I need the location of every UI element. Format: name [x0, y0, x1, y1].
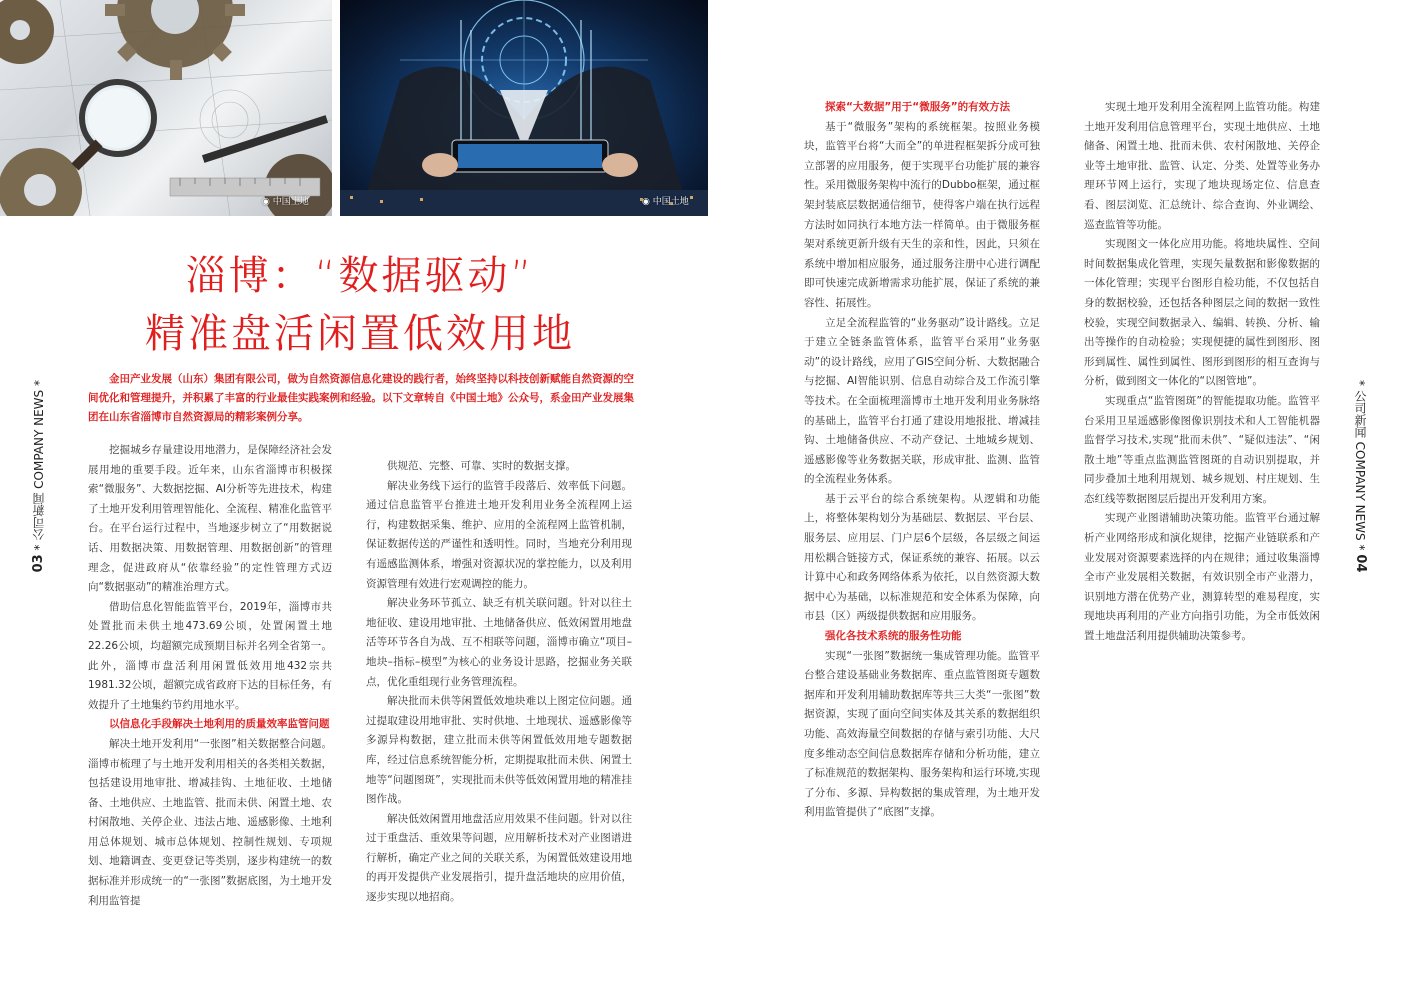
article-column-2 [366, 457, 632, 908]
article-column-4 [1084, 98, 1320, 647]
gears-illustration [0, 0, 332, 216]
folio-star-right-end: * [1353, 544, 1367, 551]
article-column-1 [88, 441, 332, 911]
intro-paragraph: 金田产业发展（山东）集团有限公司，做为自然资源信息化建设的践行者，始终坚持以科技创新赋能自然资源的空间优化和管理提升，并积累了丰富的行业最佳实践案例和经验。以下文章转自《中国土地》公众号，系金田产业发展集团在山东省淄博市自然资源局的精彩案例分享。 [88, 373, 634, 423]
photo-credit-right: ◉ 中国土地 [642, 197, 689, 207]
body-paragraph: 实现土地开发利用全流程网上监管功能。构建土地开发利用信息管理平台，实现土地供应、土地储备、闲置土地、批而未供、农村闲散地、关停企业等土地审批、监管、认定、分类、处置等业务办理环节网上运行，实现了地块现场定位、信息查看、图层浏览、汇总统计、综合查询、外业调绘、巡查监管等功能。 [1084, 101, 1320, 231]
body-paragraph: 挖掘城乡存量建设用地潜力，是保障经济社会发展用地的重要手段。近年来，山东省淄博市积极探索“微服务”、大数据挖掘、AI分析等先进技术，构建了土地开发利用管理智能化、全流程、精准化监管平台。在平台运行过程中，当地逐步树立了“用数据说话、用数据决策、用数据管理、用数据创新”的管理理念，促进政府从“依靠经验”的定性管理方式迈向“数据驱动”的精准治理方式。 [88, 444, 332, 594]
section-heading: 强化各技术系统的服务性功能 [825, 630, 962, 643]
headline-line2: 精准盘活闲置低效用地 [145, 311, 575, 357]
folio-label-left: 公司新闻 COMPANY NEWS [32, 389, 46, 541]
body-paragraph: 基于云平台的综合系统架构。从逻辑和功能上，将整体架构划分为基础层、数据层、平台层、服务层、应用层、门户层6个层级，各层级之间运用松耦合链接方式，保证系统的兼容、拓展。以云计算中心和政务网络体系为依托，以自然资源大数据中心为基础，以标准规范和安全体系为保障，向市县（区）两级提供数据和应用服务。 [804, 492, 1040, 623]
body-paragraph: 立足全流程监管的“业务驱动”设计路线。立足于建立全链条监管体系，监管平台采用“业务驱动”的设计路线，应用了GIS空间分析、大数据融合与挖掘、AI智能识别、信息自动综合及工作流引擎等技术。在全面梳理淄博市土地开发利用业务脉络的基础上，监管平台打通了建设用地报批、增减挂钩、土地储备供应、不动产登记、土地城乡规划、遥感影像等业务数据关联，形成审批、监测、监管的全流程业务体系。 [804, 316, 1040, 486]
body-paragraph: 实现产业图谱辅助决策功能。监管平台通过解析产业网络形成和演化规律，挖掘产业链联系和产业发展对资源要素选择的内在规律；通过收集淄博全市产业发展相关数据，有效识别全市产业潜力，识别地方潜在优势产业，测算转型的难易程度，实现地块再利用的产业方向指引功能，为全市低效闲置土地盘活利用提供辅助决策参考。 [1084, 512, 1320, 643]
photo-credit-left: ◉ 中国土地 [262, 197, 309, 207]
article-column-3 [804, 98, 1040, 823]
body-paragraph: 解决低效闲置用地盘活应用效果不佳问题。针对以往过于重盘活、重效果等问题，应用解析技术对产业图谱进行解析，确定产业之间的关联关系，为闲置低效建设用地的再开发提供产业发展指引，提升盘活地块的应用价值，逐步实现以地招商。 [366, 812, 632, 904]
section-heading: 以信息化手段解决土地利用的质量效率监管问题 [109, 718, 330, 731]
section-heading: 探索“大数据”用于“微服务”的有效方法 [825, 101, 1011, 113]
gears-magnifier-photo [0, 0, 332, 216]
body-paragraph: 解决批而未供等闲置低效地块难以上图定位问题。通过提取建设用地审批、实时供地、土地现状、遥感影像等多源异构数据，建立批而未供等闲置低效用地专题数据库，经过信息系统智能分析，定期提取批而未供、闲置土地等“问题图斑”，实现批而未供等低效闲置用地的精准挂图作战。 [366, 695, 632, 806]
tablet-illustration [340, 0, 708, 216]
body-paragraph: 解决土地开发利用“一张图”相关数据整合问题。淄博市梳理了与土地开发利用相关的各类相关数据，包括建设用地审批、增减挂钩、土地征收、土地储备、土地供应、土地监管、批而未供、闲置土地、农村闲散地、关停企业、违法占地、遥感影像、土地利用总体规划、城市总体规划、控制性规划、专项规划、地籍调查、变更登记等类别，逐步构建统一的数据标准并形成统一的“一张图”数据底图，为土地开发利用监管提 [88, 737, 332, 907]
body-paragraph: 基于“微服务”架构的系统框架。按照业务模块，监管平台将“大而全”的单进程框架拆分成可独立部署的应用服务，便于实现平台功能扩展的兼容性。采用微服务架构中流行的Dubbo框架，通过框架封装底层数据通信细节，使得客户端在执行远程方法时如同执行本地方法一样简单。由于微服务框架对系统更新升级有天生的亲和性，因此，只须在系统中增加相应服务，通过服务注册中心进行调配即可快速完成新增需求功能扩展，保证了系统的兼容性、拓展性。 [804, 120, 1040, 309]
body-paragraph: 借助信息化智能监管平台，2019年，淄博市共处置批而未供土地473.69公顷，处置闲置土地22.26公顷，均超额完成预期目标并名列全省第一。此外，淄博市盘活利用闲置低效用地432宗共1981.32公顷，超额完成省政府下达的目标任务，有效提升了土地集约节约用地水平。 [88, 600, 332, 711]
folio-star-left: * [32, 544, 46, 551]
wechat-icon: ◉ [642, 197, 650, 207]
body-paragraph: 解决业务环节孤立、缺乏有机关联问题。针对以往土地征收、建设用地审批、土地储备供应、低效闲置用地盘活等环节各自为战、互不相联等问题，淄博市确立“项目–地块–指标–模型”为核心的业务设计思路，挖掘业务关联点，优化重组现行业务管理流程。 [366, 597, 632, 688]
folio-label-right: 公司新闻 COMPANY NEWS [1353, 389, 1367, 541]
body-paragraph: 供规范、完整、可靠、实时的数据支撑。 [387, 460, 576, 472]
page-number-left: 03 [31, 554, 46, 573]
folio-star-left-end: * [32, 380, 46, 386]
headline-line1: 淄博：“数据驱动” [185, 253, 535, 299]
page-number-right: 04 [1353, 554, 1368, 573]
tablet-data-photo [340, 0, 708, 216]
folio-right [1352, 380, 1372, 600]
body-paragraph: 实现“一张图”数据统一集成管理功能。监管平台整合建设基础业务数据库、重点监管图斑专题数据库和开发利用辅助数据库等共三大类“一张图”数据资源，实现了面向空间实体及其关系的数据组织功能、高效海量空间数据的存储与索引功能、大尺度多维动态空间信息数据库存储和分析功能，建立了标准规范的数据架构、服务架构和运行环境,实现了分布、多源、异构数据的集成管理，为土地开发利用监管提供了“底图”支撑。 [804, 649, 1040, 819]
body-paragraph: 实现图文一体化应用功能。将地块属性、空间时间数据集成化管理，实现矢量数据和影像数据的一体化管理；实现平台图形自检功能，不仅包括自身的数据校验，还包括各种图层之间的数据一致性校验，实现空间数据录入、编辑、转换、分析、输出等操作的自动检验；实现便捷的属性到图形、图形到属性、属性到属性、图形到图形的相互查询与分析，做到图文一体化的“以图管地”。 [1084, 238, 1320, 388]
wechat-icon: ◉ [262, 197, 270, 207]
folio-star-right: * [1353, 380, 1367, 386]
body-paragraph: 解决业务线下运行的监管手段落后、效率低下问题。通过信息监管平台推进土地开发利用业务全流程网上运行，构建数据采集、维护、应用的全流程网上监管机制，保证数据传送的严谨性和透明性。同时，当地充分利用现有遥感监测体系，增强对资源状况的掌控能力，以及利用资源管理有效进行宏观调控的能力。 [366, 479, 632, 590]
body-paragraph: 实现重点“监管图斑”的智能提取功能。监管平台采用卫星遥感影像图像识别技术和人工智能机器监督学习技术,实现“批而未供”、“疑似违法”、“闲散土地”等重点监测监管图斑的自动识别提取，并同步叠加土地利用规划、城乡规划、村庄规划、生态红线等数据图层后提出开发利用方案。 [1084, 394, 1320, 505]
folio-left [30, 380, 50, 600]
